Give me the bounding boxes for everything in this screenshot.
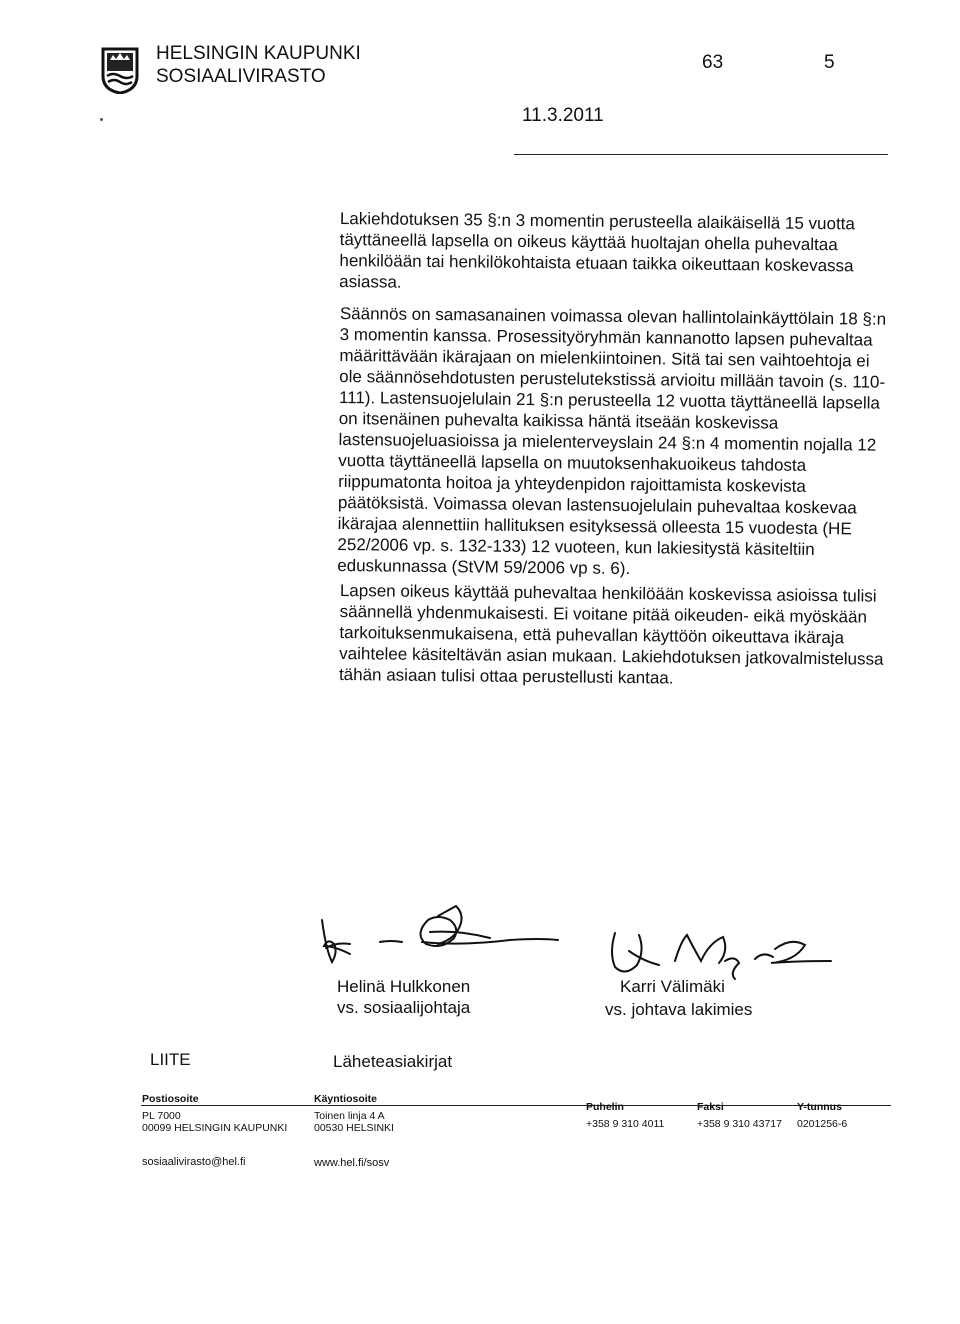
footer-visiting-address <box>314 1093 394 1134</box>
signer-left-title: vs. sosiaalijohtaja <box>337 998 471 1017</box>
handwritten-signature-left <box>310 890 560 978</box>
body-paragraph-2 <box>337 303 890 582</box>
attachment-label: LIITE <box>150 1050 191 1069</box>
footer-fax <box>697 1101 782 1130</box>
footer-heading: Postiosoite <box>142 1093 199 1105</box>
header-divider <box>514 154 888 155</box>
footer-website: www.hel.fi/sosv <box>314 1157 390 1169</box>
footer-heading: Y-tunnus <box>797 1101 842 1113</box>
organization-name: HELSINGIN KAUPUNKI <box>156 43 361 64</box>
footer-heading: Käyntiosoite <box>314 1093 378 1105</box>
paragraph-text: Säännös on samasanainen voimassa olevan hallintolainkäyttölain 18 §:n 3 momentin kanssa. Prosessityöryhmän kannanotto lapsen puhevaltaa määrittävään ikärajaan on mielenkiintoinen. Sitä tai sen vaihtoehtoja ei ole säännösehdotusten perustelutekstissä arvioitu millään tavoin (s. 110-111). Lastensuojelulain 21 §:n perusteella 12 vuotta täyttäneellä lapsella on itsenäinen puhevalta kaikissa häntä itseään koskevissa lastensuojeluasioissa ja mielenterveyslain 24 §:n 4 momentin nojalla 12 vuotta täyttäneellä lapsella on muutoksenhakuoikeus tahdosta riippumatonta hoitoa ja yhteydenpidon rajoittamista koskevista päätöksistä. Voimassa olevan lastensuojelulain puhevaltaa koskevaa ikärajaa alennettiin hallituksen esityksessä olleesta 15 vuodesta (HE 252/2006 vp. s. 132-133) 12 vuoteen, kun lakiesitystä käsiteltiin eduskunnassa (StVM 59/2006 vp s. 6). <box>337 303 887 579</box>
footer-email: sosiaalivirasto@hel.fi <box>142 1156 246 1168</box>
footer-line: Toinen linja 4 A <box>314 1110 385 1122</box>
fax-number: +358 9 310 43717 <box>697 1118 782 1130</box>
footer-line: 00099 HELSINGIN KAUPUNKI <box>142 1122 288 1134</box>
document-date: 11.3.2011 <box>522 105 604 126</box>
organization-unit: SOSIAALIVIRASTO <box>156 66 326 87</box>
footer-business-id <box>797 1101 847 1130</box>
footer-postal-address <box>142 1093 287 1134</box>
business-id-value: 0201256-6 <box>797 1118 848 1130</box>
signer-left-name: Helinä Hulkkonen <box>337 977 471 996</box>
page-number: 63 <box>702 52 724 73</box>
attachment-value: Läheteasiakirjat <box>333 1052 453 1071</box>
footer-phone <box>586 1101 664 1130</box>
footer-line: 00530 HELSINKI <box>314 1122 394 1134</box>
helsinki-coat-of-arms-icon <box>100 46 140 94</box>
footer-heading: Puhelin <box>586 1101 624 1113</box>
phone-number: +358 9 310 4011 <box>586 1118 665 1130</box>
paragraph-text: Lakiehdotuksen 35 §:n 3 momentin perusteella alaikäisellä 15 vuotta täyttäneellä lapsella on oikeus käyttää huoltajan ohella puhevaltaa henkilöään tai henkilökohtaista etuaan taikka oikeuttaan koskevassa asiassa. <box>339 208 856 292</box>
paragraph-text: Lapsen oikeus käyttää puhevaltaa henkilöään koskevissa asioissa tulisi säännellä yhdenmukaisesti. Ei voitane pitää oikeuden- eikä myöskään tarkoituksenmukaisena, että puhevallan käyttöön oikeuttava ikäraja vaihtelee käsiteltävän asian mukaan. Lakiehdotuksen jatkovalmistelussa tähän asiaan tulisi ottaa perustellusti kantaa. <box>338 580 884 688</box>
page-count: 5 <box>824 52 835 73</box>
scan-dot <box>100 118 103 121</box>
footer-heading: Faksi <box>697 1101 724 1113</box>
signer-right-title: vs. johtava lakimies <box>605 1000 753 1019</box>
body-paragraph-1 <box>339 208 890 298</box>
body-paragraph-3 <box>339 580 890 691</box>
signer-right-name: Karri Välimäki <box>620 977 725 996</box>
footer-line: PL 7000 <box>142 1110 181 1122</box>
